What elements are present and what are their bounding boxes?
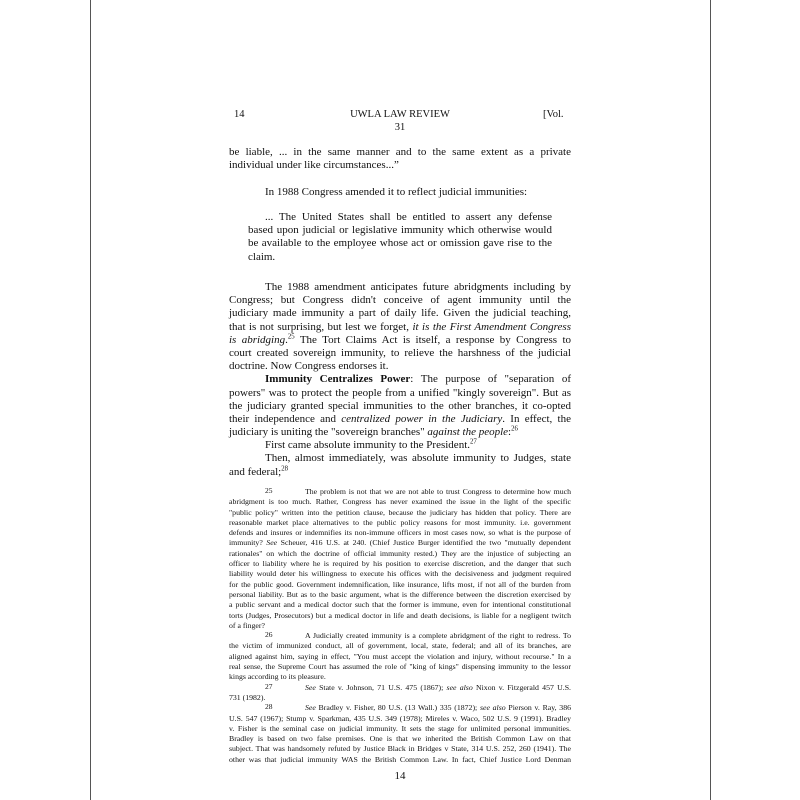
text-run: the victim of immunized conduct, all of government, local, state, federal; and all of its branches, are xyxy=(229,641,571,651)
text-line xyxy=(229,360,571,373)
text-run: Scheuer, 416 U.S. at 240. (Chief Justice Burger identified the two "mutually dependent xyxy=(277,538,571,548)
text-run: . xyxy=(285,333,288,346)
text-line xyxy=(229,518,571,528)
text-run: immunity? xyxy=(229,538,267,548)
text-run: court created sovereign immunity, to relieve the harshness of the judicial xyxy=(229,346,571,359)
text-run: that is not surprising, but lest we forget, xyxy=(229,320,413,333)
text-run: claim. xyxy=(248,250,276,263)
text-run: Nixon v. Fitzgerald 457 U.S. xyxy=(472,682,571,692)
footnote-reference[interactable]: 27 xyxy=(470,438,477,446)
text-line xyxy=(229,347,571,360)
text-run: individual under like circumstances...” xyxy=(229,159,399,172)
text-line xyxy=(229,487,571,497)
text-line xyxy=(229,755,571,765)
text-line xyxy=(248,211,552,224)
body-paragraphs xyxy=(229,281,571,479)
text-line xyxy=(229,146,571,159)
text-run: Immunity Centralizes Power xyxy=(265,373,411,386)
text-line xyxy=(229,631,571,641)
footnote-reference[interactable]: 25 xyxy=(287,333,295,341)
text-line xyxy=(229,652,571,662)
text-run: 731 (1982). xyxy=(229,692,266,702)
text-line xyxy=(229,497,571,507)
text-run: : The purpose of "separation of xyxy=(410,373,571,386)
text-line xyxy=(229,600,571,610)
text-run: See xyxy=(305,682,316,692)
text-line xyxy=(229,549,571,559)
text-run: The Tort Claims Act is itself, a response by Congress to xyxy=(294,333,571,346)
text-line xyxy=(229,569,571,579)
text-line xyxy=(229,744,571,754)
text-run: . In effect, the xyxy=(502,412,571,425)
text-run: torts (Judges, Prosecutors) but a medical doctor in life and death decisions, is liable for a negligent twitch xyxy=(229,610,571,620)
footnote-number: 26 xyxy=(265,630,273,640)
text-run: abridgment is too much. Rather, Congress has never examined the issue in the light of the specific xyxy=(229,497,571,507)
text-line xyxy=(229,683,571,693)
text-run: be liable, ... in the same manner and to the same extent as a private xyxy=(229,146,571,158)
text-line xyxy=(229,538,571,548)
text-run: : xyxy=(508,426,512,439)
text-line xyxy=(229,387,571,400)
running-head-volume: [Vol. xyxy=(543,109,564,120)
running-head-journal: UWLA LAW REVIEW xyxy=(350,109,450,120)
text-run: it is the First Amendment Congress xyxy=(412,320,571,333)
body-paragraphs xyxy=(229,186,571,199)
text-run: In 1988 Congress amended it to reflect judicial immunities: xyxy=(265,186,528,198)
text-run: based upon judicial or legislative immunity which otherwise would xyxy=(248,224,552,237)
text-line xyxy=(229,373,571,386)
text-line xyxy=(229,466,571,479)
footnote-number: 25 xyxy=(265,486,273,495)
text-line xyxy=(229,580,571,590)
text-line xyxy=(229,590,571,600)
text-run: Bradley is based on two false premises. One is that we inherited the British Common Law on that xyxy=(229,734,571,744)
text-run: A Judicially created immunity is a complete abridgment of the right to redress. To xyxy=(305,631,571,641)
text-run: real sense, the Supreme Court has assumed the role of "king of kings" dispensing immunity to the lessor xyxy=(229,662,571,672)
text-run: be available to the employee whose act or omission gave rise to the xyxy=(248,237,552,250)
footnote-reference[interactable]: 26 xyxy=(511,425,518,433)
text-line xyxy=(229,528,571,538)
text-run: See xyxy=(266,538,278,548)
text-line xyxy=(229,559,571,569)
footnote-number: 27 xyxy=(265,681,273,691)
text-line xyxy=(248,251,552,264)
text-line xyxy=(229,452,571,465)
text-run: Then, almost immediately, was absolute immunity to Judges, state xyxy=(265,452,571,465)
text-run: ... The United States shall be entitled to assert any defense xyxy=(265,211,552,223)
text-run: personal liability. But as to the basic argument, what is the difference between the discretion exercised by xyxy=(229,589,571,599)
text-run: see also xyxy=(479,703,506,713)
text-line xyxy=(229,703,571,713)
text-run: "public policy" written into the petition clause, because the judiciary has hidden that policy. There are xyxy=(229,507,571,517)
text-line xyxy=(229,662,571,672)
text-run: The 1988 amendment anticipates future abridgments including by xyxy=(265,281,571,293)
text-run: for the public good. Government indemnification, like insurance, lifts most, if not all of the burden from xyxy=(229,579,571,589)
text-run: kings according to its pleasure. xyxy=(229,672,326,682)
text-line xyxy=(229,621,571,631)
text-run: against the people xyxy=(427,426,509,439)
text-run: U.S. 547 (1967); Stump v. Sparkman, 435 U.S. 349 (1978); Mireles v. Waco, 502 U.S. 9 (1991). Bradley xyxy=(229,713,571,723)
text-line xyxy=(229,714,571,724)
text-run: of a finger? xyxy=(229,620,265,630)
text-run: First came absolute immunity to the President. xyxy=(265,439,470,452)
text-run: aligned against him, saying in effect, "You must accept the violation and injury, without recourse." In a xyxy=(229,651,571,661)
text-line xyxy=(229,724,571,734)
text-run: see also xyxy=(446,682,473,692)
text-line xyxy=(229,281,571,294)
text-run: the judiciary granted special immunities to the other branches, it co-opted xyxy=(229,399,571,412)
text-line xyxy=(229,426,571,439)
text-line xyxy=(229,307,571,320)
text-run: other was that judicial immunity WAS the British Common Law. In fact, Chief Justice Lord Denman xyxy=(229,754,571,764)
text-run: Bradley v. Fisher, 80 U.S. (13 Wall.) 335 (1872); xyxy=(315,703,480,713)
footnote-reference[interactable]: 28 xyxy=(281,464,289,472)
page-right-edge xyxy=(710,0,711,800)
text-run: their independence and xyxy=(229,412,342,425)
text-line xyxy=(229,334,571,347)
text-run: defends and insures or indemnifies its non-immune officers in most cases now, so what is the purpose of xyxy=(229,528,571,538)
text-run: rationales" on which the doctrine of official immunity rested.) They are the injustice of subjecting an xyxy=(229,548,571,558)
body-paragraphs xyxy=(229,146,571,172)
text-run: See xyxy=(305,703,316,713)
footnote-number: 28 xyxy=(265,702,273,712)
text-line xyxy=(229,672,571,682)
text-line xyxy=(229,439,571,452)
text-line xyxy=(229,400,571,413)
text-run: reasonable market place alternatives to the public policy reasons for most immunity. i.e. government xyxy=(229,517,571,527)
text-run: subject. That was handsomely refuted by Justice Black in Bridges v State, 314 U.S. 252, 260 (1941). The xyxy=(229,744,571,754)
text-run: officer to liability where he is required by his position to exercise discretion, and the danger that such xyxy=(229,559,571,569)
text-run: a public servant and a medical doctor such that the former is immune, even for intentional constitutional xyxy=(229,600,571,610)
running-head-page: 14 xyxy=(234,109,245,120)
text-run: liability would deter his willingness to execute his offices with the decisiveness and judgment required xyxy=(229,569,571,579)
text-line xyxy=(229,508,571,518)
text-run: v. Fisher is the seminal case on judicial immunity. It sets the stage for unlimited personal immunities. xyxy=(229,723,571,733)
text-line xyxy=(229,413,571,426)
text-line xyxy=(229,611,571,621)
block-quote xyxy=(248,211,552,264)
page-left-edge xyxy=(90,0,91,800)
text-line xyxy=(248,237,552,250)
text-run: and federal; xyxy=(229,465,282,478)
text-line xyxy=(229,693,571,703)
text-line xyxy=(229,321,571,334)
text-run: State v. Johnson, 71 U.S. 475 (1867); xyxy=(315,682,447,692)
text-run: centralized power in the Judiciary xyxy=(341,412,503,425)
text-line xyxy=(248,224,552,237)
text-run: Pierson v. Ray, 386 xyxy=(505,703,572,713)
text-run: is abridging xyxy=(229,333,286,346)
running-head-volume-number: 31 xyxy=(394,122,406,133)
text-line xyxy=(229,159,571,172)
text-line xyxy=(229,294,571,307)
footnotes xyxy=(229,487,571,765)
text-run: judiciary is uniting the "sovereign branches" xyxy=(229,426,428,439)
text-run: judiciary made immunity a part of daily life. Given the judicial teaching, xyxy=(229,307,571,320)
text-run: doctrine. Now Congress endorses it. xyxy=(229,360,389,373)
text-run: The problem is not that we are not able to trust Congress to determine how much xyxy=(305,487,571,496)
page-number: 14 xyxy=(394,770,406,782)
text-line xyxy=(229,641,571,651)
text-run: Congress; but Congress didn't conceive of agent immunity until the xyxy=(229,294,571,307)
text-run: powers" was to protect the people from a unified "kingly sovereign". But as xyxy=(229,386,571,399)
text-line xyxy=(229,734,571,744)
text-line xyxy=(229,186,571,199)
